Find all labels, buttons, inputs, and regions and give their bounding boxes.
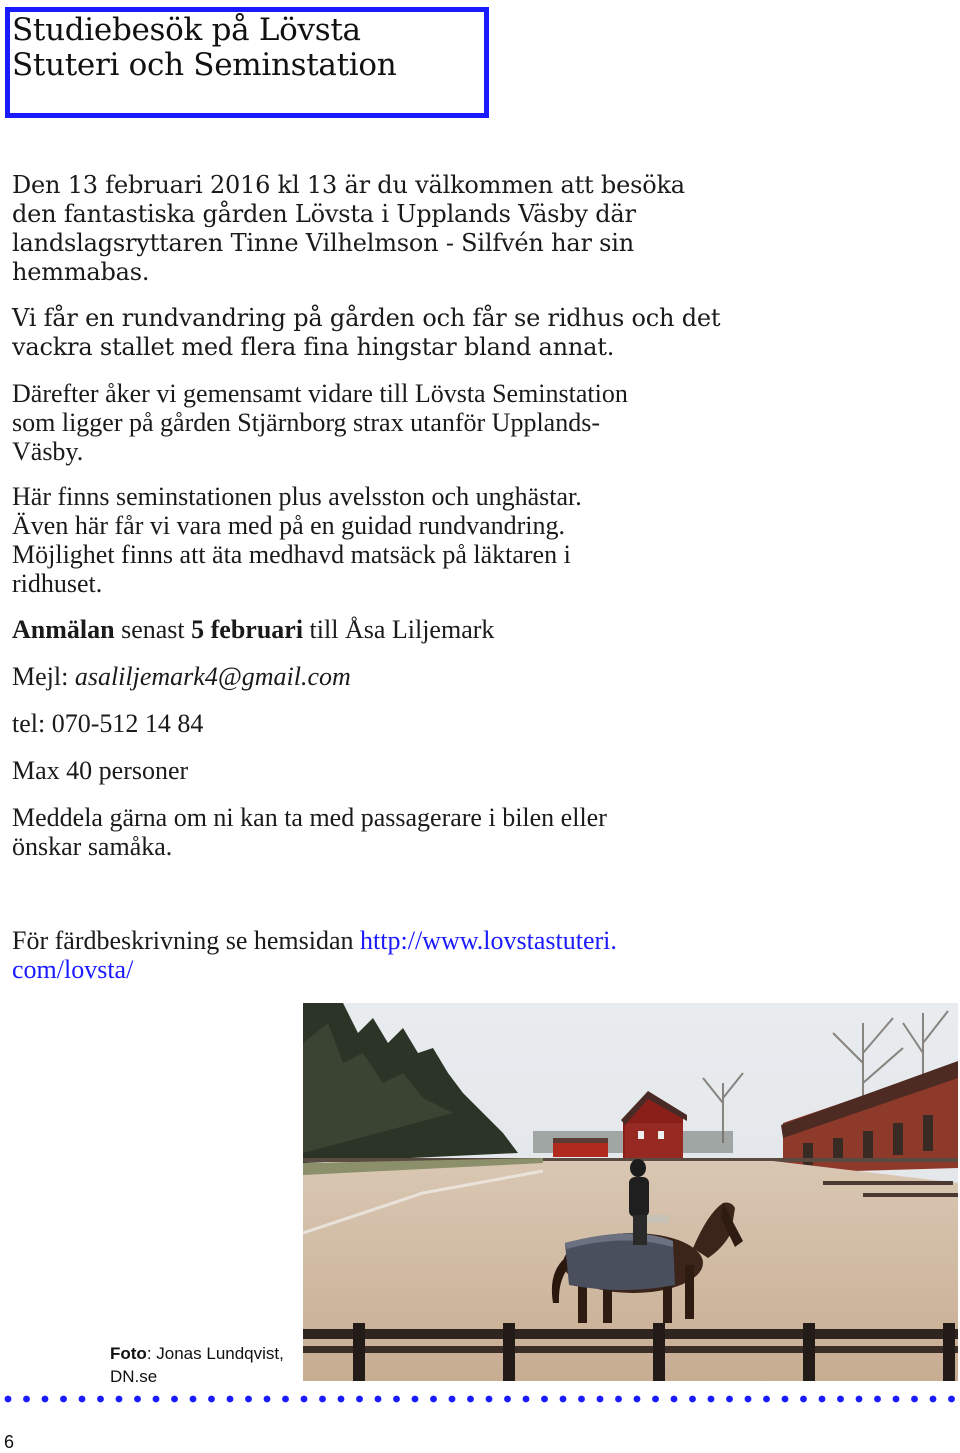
separator-dot — [708, 1396, 715, 1403]
page-number: 6 — [4, 1432, 15, 1452]
directions-text: För färdbeskrivning se hemsidan — [12, 926, 361, 955]
separator-dot — [874, 1396, 881, 1403]
separator-dot — [911, 1396, 918, 1403]
separator-dot — [541, 1396, 548, 1403]
caption-label: Foto — [110, 1344, 147, 1363]
intro-line-3: landslagsryttaren Tinne Vilhelmson - Silfvén har sin — [12, 229, 634, 257]
separator-dot — [615, 1396, 622, 1403]
caption-line-1 — [110, 1342, 284, 1365]
separator-dot — [23, 1396, 30, 1403]
separator-dot — [301, 1396, 308, 1403]
separator-dot — [134, 1396, 141, 1403]
caption-credit: : Jonas Lundqvist, — [146, 1344, 284, 1363]
intro-line-1: Den 13 februari 2016 kl 13 är du välkommen att besöka — [12, 171, 685, 199]
signup-deadline: 5 februari — [191, 615, 304, 644]
separator-dot — [671, 1396, 678, 1403]
station-line-1: Därefter åker vi gemensamt vidare till Lövsta Seminstation — [12, 379, 628, 408]
separator-dot — [578, 1396, 585, 1403]
separator-dot — [375, 1396, 382, 1403]
separator-dot — [190, 1396, 197, 1403]
separator-dot — [97, 1396, 104, 1403]
separator-dot — [634, 1396, 641, 1403]
separator-dot — [60, 1396, 67, 1403]
separator-dot — [597, 1396, 604, 1403]
website-link-part-2[interactable]: com/lovsta/ — [12, 955, 134, 984]
separator-dot — [356, 1396, 363, 1403]
separator-dot — [282, 1396, 289, 1403]
separator-dot — [689, 1396, 696, 1403]
title-line-1: Studiebesök på Lövsta — [12, 12, 361, 48]
separator-dot — [245, 1396, 252, 1403]
separator-dot — [837, 1396, 844, 1403]
signup-text-2: till Åsa Liljemark — [303, 615, 495, 644]
separator-dot — [264, 1396, 271, 1403]
separator-dot — [523, 1396, 530, 1403]
photo-caption — [110, 1342, 284, 1388]
max-participants: Max 40 personer — [12, 756, 189, 785]
separator-dot — [782, 1396, 789, 1403]
separator-dot — [486, 1396, 493, 1403]
caption-line-2: DN.se — [110, 1367, 158, 1386]
station-line-2: som ligger på gården Stjärnborg strax utanför Upplands- — [12, 408, 600, 437]
separator-dot — [930, 1396, 937, 1403]
separator-dot — [116, 1396, 123, 1403]
signup-label: Anmälan — [12, 615, 115, 644]
signup-text-1: senast — [114, 615, 192, 644]
separator-dot — [763, 1396, 770, 1403]
separator-dot — [338, 1396, 345, 1403]
separator-dot — [467, 1396, 474, 1403]
separator-dot — [5, 1396, 12, 1403]
intro-line-2: den fantastiska gården Lövsta i Upplands Väsby där — [12, 200, 636, 228]
intro-line-4: hemmabas. — [12, 258, 150, 286]
info-line-1: Här finns seminstationen plus avelsston och unghästar. — [12, 482, 582, 511]
info-line-3: Möjlighet finns att äta medhavd matsäck på läktaren i — [12, 540, 571, 569]
separator-dot — [227, 1396, 234, 1403]
email-address[interactable]: asaliljemark4@gmail.com — [74, 662, 351, 691]
separator-dot — [171, 1396, 178, 1403]
separator-dot — [430, 1396, 437, 1403]
separator-dot — [800, 1396, 807, 1403]
separator-dot — [652, 1396, 659, 1403]
separator-dot — [319, 1396, 326, 1403]
separator-dot — [819, 1396, 826, 1403]
horse-photo — [303, 1003, 958, 1381]
tour-line-2: vackra stallet med flera fina hingstar bland annat. — [12, 333, 615, 361]
title-line-2: Stuteri och Seminstation — [12, 47, 397, 83]
separator-dot — [412, 1396, 419, 1403]
separator-dot — [208, 1396, 215, 1403]
separator-dot — [948, 1396, 955, 1403]
separator-dot — [393, 1396, 400, 1403]
separator-dot — [449, 1396, 456, 1403]
directions-line — [12, 926, 617, 955]
station-line-3: Väsby. — [12, 437, 84, 466]
separator-dot — [726, 1396, 733, 1403]
website-link-part-1[interactable]: http://www.lovstastuteri. — [360, 926, 617, 955]
tour-line-1: Vi får en rundvandring på gården och får se ridhus och det — [12, 304, 721, 332]
phone-line: tel: 070-512 14 84 — [12, 709, 204, 738]
separator-dot — [560, 1396, 567, 1403]
separator-dot — [856, 1396, 863, 1403]
dotted-separator — [0, 1392, 960, 1406]
separator-dot — [504, 1396, 511, 1403]
info-line-2: Även här får vi vara med på en guidad rundvandring. — [12, 511, 566, 540]
carpool-line-1: Meddela gärna om ni kan ta med passagerare i bilen eller — [12, 803, 607, 832]
separator-dot — [893, 1396, 900, 1403]
carpool-line-2: önskar samåka. — [12, 832, 173, 861]
signup-line — [12, 615, 494, 644]
separator-dot — [153, 1396, 160, 1403]
email-line — [12, 662, 351, 691]
separator-dot — [79, 1396, 86, 1403]
separator-dot — [745, 1396, 752, 1403]
separator-dot — [42, 1396, 49, 1403]
info-line-4: ridhuset. — [12, 569, 103, 598]
email-label: Mejl: — [12, 662, 75, 691]
